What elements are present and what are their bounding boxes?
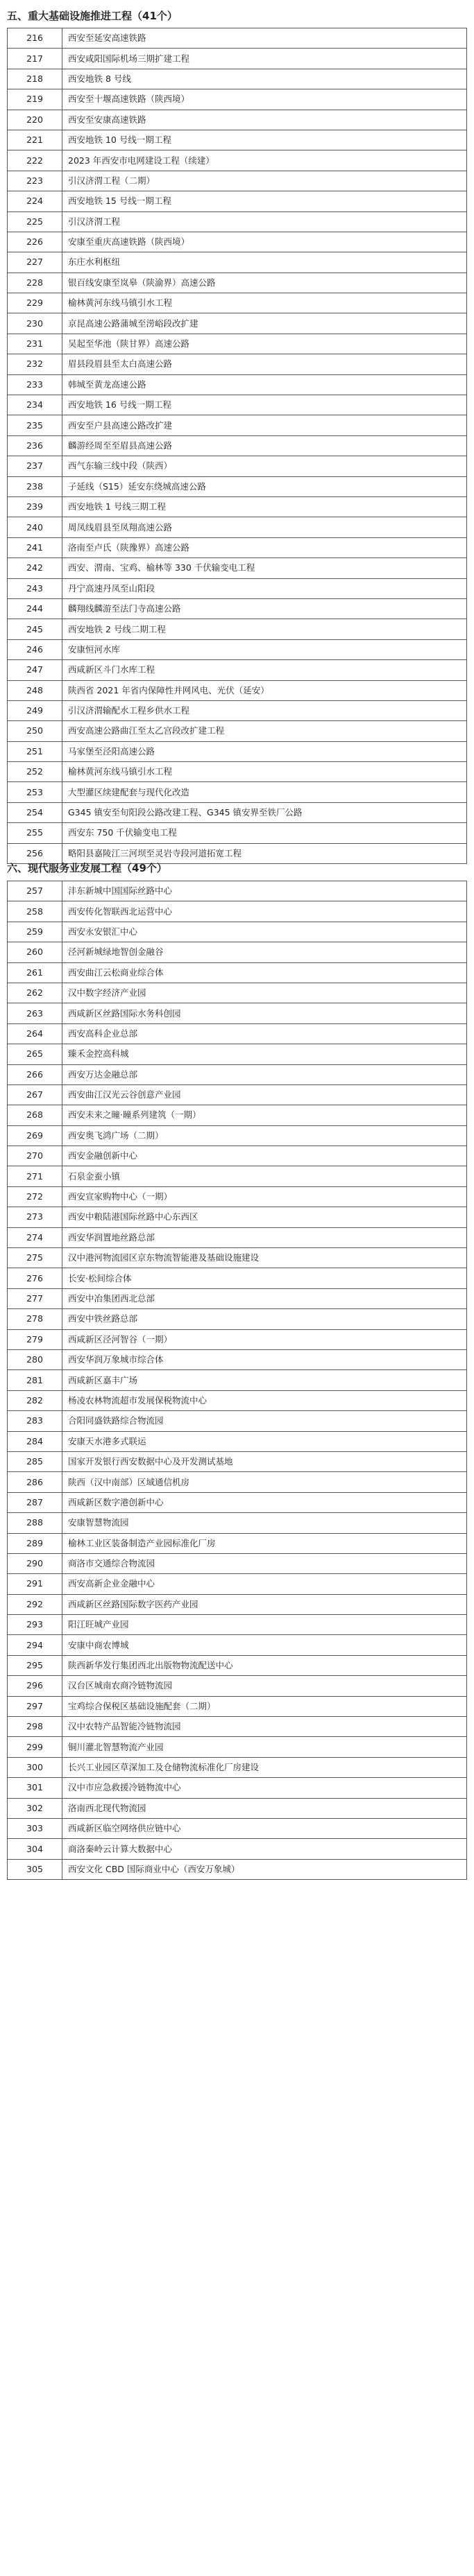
row-number: 271: [8, 1166, 62, 1186]
table-row: [8, 395, 467, 415]
row-number: 248: [8, 680, 62, 700]
table-row: [8, 293, 467, 313]
table-row: [8, 1451, 467, 1471]
row-number: 223: [8, 171, 62, 191]
project-name: 京昆高速公路蒲城至涝峪段改扩建: [62, 313, 467, 334]
row-number: 275: [8, 1248, 62, 1268]
table-row: [8, 1411, 467, 1431]
row-number: 298: [8, 1717, 62, 1737]
row-number: 245: [8, 619, 62, 639]
project-name: 东庄水利枢纽: [62, 252, 467, 273]
table-row: [8, 1125, 467, 1146]
project-name: 西气东输三线中段（陕西）: [62, 456, 467, 476]
table-row: [8, 1737, 467, 1757]
project-name: 西安传化智联西北运营中心: [62, 901, 467, 922]
row-number: 263: [8, 1003, 62, 1023]
table-row: [8, 191, 467, 211]
project-name: 西安永安银汇中心: [62, 922, 467, 942]
row-number: 261: [8, 962, 62, 983]
table-row: [8, 619, 467, 639]
project-name: 西咸新区丝路国际数字医药产业园: [62, 1594, 467, 1614]
table-row: [8, 901, 467, 922]
project-name: 西安地铁 1 号线三期工程: [62, 496, 467, 517]
row-number: 246: [8, 639, 62, 659]
table-row: [8, 1798, 467, 1818]
row-number: 290: [8, 1553, 62, 1573]
table-row: [8, 1513, 467, 1533]
row-number: 233: [8, 374, 62, 395]
row-number: 286: [8, 1472, 62, 1492]
table-row: [8, 1615, 467, 1635]
project-name: 陕西新华发行集团西北出版物物流配送中心: [62, 1655, 467, 1675]
row-number: 292: [8, 1594, 62, 1614]
project-name: 眉县段眉县至太白高速公路: [62, 354, 467, 374]
project-name: 丹宁高速丹凤至山阳段: [62, 578, 467, 598]
row-number: 297: [8, 1696, 62, 1716]
table-row: [8, 1309, 467, 1329]
project-name: 西安中铁丝路总部: [62, 1309, 467, 1329]
table-row: [8, 881, 467, 901]
row-number: 264: [8, 1023, 62, 1044]
row-number: 257: [8, 881, 62, 901]
project-name: 西安高速公路曲江至太乙宫段改扩建工程: [62, 721, 467, 741]
row-number: 220: [8, 110, 62, 130]
project-name: 西安曲江云松商业综合体: [62, 962, 467, 983]
project-name: 洛南至卢氏（陕豫界）高速公路: [62, 537, 467, 557]
project-name: 西安宣家购物中心（一期）: [62, 1186, 467, 1207]
project-name: 国家开发银行西安数据中心及开发测试基地: [62, 1451, 467, 1471]
table-row: [8, 1717, 467, 1737]
row-number: 301: [8, 1778, 62, 1798]
table-row: [8, 1574, 467, 1594]
table-row: [8, 110, 467, 130]
row-number: 242: [8, 558, 62, 578]
row-number: 303: [8, 1818, 62, 1838]
table-row: [8, 823, 467, 843]
table-row: [8, 1655, 467, 1675]
project-name: 子延线（S15）延安东绕城高速公路: [62, 476, 467, 496]
table-row: [8, 1146, 467, 1166]
table-row: [8, 49, 467, 69]
project-name: 宝鸡综合保税区基础设施配套（二期）: [62, 1696, 467, 1716]
row-number: 240: [8, 517, 62, 537]
table-row: [8, 962, 467, 983]
project-name: 西安至户县高速公路改扩建: [62, 415, 467, 435]
table-row: [8, 1818, 467, 1838]
table-row: [8, 1349, 467, 1369]
project-name: 西安咸阳国际机场三期扩建工程: [62, 49, 467, 69]
table-row: [8, 1492, 467, 1512]
table-row: [8, 741, 467, 761]
project-name: 安康智慧物流园: [62, 1513, 467, 1533]
project-name: 洛南西北现代物流园: [62, 1798, 467, 1818]
row-number: 219: [8, 89, 62, 110]
row-number: 277: [8, 1288, 62, 1308]
table-row: [8, 1757, 467, 1777]
table-row: [8, 922, 467, 942]
row-number: 291: [8, 1574, 62, 1594]
row-number: 289: [8, 1533, 62, 1553]
project-name: 西安金融创新中心: [62, 1146, 467, 1166]
row-number: 238: [8, 476, 62, 496]
table-row: [8, 69, 467, 89]
project-name: 周凤线眉县至凤翔高速公路: [62, 517, 467, 537]
row-number: 228: [8, 273, 62, 293]
row-number: 226: [8, 232, 62, 252]
project-name: 长兴工业园区草深加工及仓储物流标准化厂房建设: [62, 1757, 467, 1777]
row-number: 249: [8, 700, 62, 720]
row-number: 278: [8, 1309, 62, 1329]
row-number: 259: [8, 922, 62, 942]
table-row: [8, 1859, 467, 1879]
project-name: 西安地铁 10 号线一期工程: [62, 130, 467, 150]
row-number: 232: [8, 354, 62, 374]
row-number: 256: [8, 843, 62, 863]
row-number: 279: [8, 1329, 62, 1349]
project-name: 西安地铁 8 号线: [62, 69, 467, 89]
project-name: 西安高新企业金融中心: [62, 1574, 467, 1594]
table-row: [8, 1064, 467, 1084]
project-name: 西咸新区丝路国际水务科创园: [62, 1003, 467, 1023]
table-row: [8, 89, 467, 110]
table-row: [8, 1227, 467, 1247]
table-row: [8, 435, 467, 456]
row-number: 284: [8, 1431, 62, 1451]
project-name: 西安地铁 15 号线一期工程: [62, 191, 467, 211]
project-name: 西安中粮陆港国际丝路中心东西区: [62, 1207, 467, 1227]
project-name: 陕西省 2021 年省内保障性并网风电、光伏（延安）: [62, 680, 467, 700]
table-row: [8, 1553, 467, 1573]
table-row: [8, 680, 467, 700]
project-name: 西安、渭南、宝鸡、榆林等 330 千伏输变电工程: [62, 558, 467, 578]
project-name: 西咸新区嘉丰广场: [62, 1370, 467, 1390]
row-number: 216: [8, 28, 62, 49]
row-number: 274: [8, 1227, 62, 1247]
row-number: 244: [8, 598, 62, 619]
row-number: 253: [8, 782, 62, 802]
table-row: [8, 700, 467, 720]
table-row: [8, 354, 467, 374]
project-name: 西安高科企业总部: [62, 1023, 467, 1044]
table-row: [8, 1778, 467, 1798]
table-row: [8, 28, 467, 49]
row-number: 221: [8, 130, 62, 150]
project-name: 安康恒河水库: [62, 639, 467, 659]
table-row: [8, 1288, 467, 1308]
table-row: [8, 578, 467, 598]
table-row: [8, 211, 467, 232]
row-number: 262: [8, 983, 62, 1003]
row-number: 258: [8, 901, 62, 922]
table-row: [8, 1084, 467, 1105]
project-name: 西咸新区斗门水库工程: [62, 660, 467, 680]
table-row: [8, 1472, 467, 1492]
project-name: 吴起至华池（陕甘界）高速公路: [62, 334, 467, 354]
project-name: 安康天水港多式联运: [62, 1431, 467, 1451]
row-number: 265: [8, 1044, 62, 1064]
project-name: 长安·松间综合体: [62, 1268, 467, 1288]
row-number: 295: [8, 1655, 62, 1675]
project-name: 西安中冶集团西北总部: [62, 1288, 467, 1308]
project-name: 西安地铁 2 号线二期工程: [62, 619, 467, 639]
table-row: [8, 1329, 467, 1349]
table-row: [8, 130, 467, 150]
project-name: G345 镇安至旬阳段公路改建工程、G345 镇安界至铁厂公路: [62, 802, 467, 822]
table-row: [8, 1044, 467, 1064]
project-name: 马家堡至泾阳高速公路: [62, 741, 467, 761]
project-name: 西咸新区数字港创新中心: [62, 1492, 467, 1512]
project-name: 略阳县嘉陵江三河坝至灵岩寺段河道拓宽工程: [62, 843, 467, 863]
project-name: 韩城至黄龙高速公路: [62, 374, 467, 395]
row-number: 280: [8, 1349, 62, 1369]
project-name: 泾河新城绿地智创金融谷: [62, 942, 467, 962]
row-number: 266: [8, 1064, 62, 1084]
table-row: [8, 1676, 467, 1696]
row-number: 231: [8, 334, 62, 354]
project-name: 银百线安康至岚皋（陕渝界）高速公路: [62, 273, 467, 293]
row-number: 305: [8, 1859, 62, 1879]
table-row: [8, 456, 467, 476]
project-name: 引汉济渭工程（二期）: [62, 171, 467, 191]
project-name: 西安至安康高速铁路: [62, 110, 467, 130]
table-row: [8, 802, 467, 822]
project-name: 西咸新区泾河智谷（一期）: [62, 1329, 467, 1349]
row-number: 237: [8, 456, 62, 476]
row-number: 229: [8, 293, 62, 313]
table-row: [8, 1839, 467, 1859]
row-number: 269: [8, 1125, 62, 1146]
row-number: 300: [8, 1757, 62, 1777]
table-row: [8, 150, 467, 171]
row-number: 273: [8, 1207, 62, 1227]
project-name: 榆林黄河东线马镇引水工程: [62, 762, 467, 782]
project-name: 汉中市应急救援冷链物流中心: [62, 1778, 467, 1798]
row-number: 260: [8, 942, 62, 962]
row-number: 288: [8, 1513, 62, 1533]
section-title: 五、重大基础设施推进工程（41个）: [7, 10, 178, 22]
project-name: 杨凌农林物流超市发展保税物流中心: [62, 1390, 467, 1410]
project-name: 安康至重庆高速铁路（陕西境）: [62, 232, 467, 252]
project-name: 西咸新区临空网络供应链中心: [62, 1818, 467, 1838]
project-name: 陕西（汉中南部）区域通信机房: [62, 1472, 467, 1492]
table-row: [8, 334, 467, 354]
row-number: 234: [8, 395, 62, 415]
project-name: 西安东 750 千伏输变电工程: [62, 823, 467, 843]
table-row: [8, 171, 467, 191]
table-row: [8, 415, 467, 435]
row-number: 282: [8, 1390, 62, 1410]
table-row: [8, 252, 467, 273]
table-row: [8, 496, 467, 517]
project-name: 阳江旺城产业园: [62, 1615, 467, 1635]
table-row: [8, 1248, 467, 1268]
row-number: 267: [8, 1084, 62, 1105]
row-number: 283: [8, 1411, 62, 1431]
row-number: 250: [8, 721, 62, 741]
row-number: 293: [8, 1615, 62, 1635]
row-number: 218: [8, 69, 62, 89]
table-row: [8, 1166, 467, 1186]
project-name: 引汉济渭输配水工程乡供水工程: [62, 700, 467, 720]
project-name: 西安华润置地丝路总部: [62, 1227, 467, 1247]
project-name: 汉台区城南农商冷链物流园: [62, 1676, 467, 1696]
table-row: [8, 598, 467, 619]
project-name: 西安至延安高速铁路: [62, 28, 467, 49]
project-name: 商洛市交通综合物流园: [62, 1553, 467, 1573]
project-name: 合阳同盛铁路综合物流园: [62, 1411, 467, 1431]
project-name: 铜川灌北智慧物流产业园: [62, 1737, 467, 1757]
row-number: 270: [8, 1146, 62, 1166]
project-name: 西安奥飞鸿广场（二期）: [62, 1125, 467, 1146]
table-row: [8, 313, 467, 334]
row-number: 241: [8, 537, 62, 557]
row-number: 251: [8, 741, 62, 761]
row-number: 272: [8, 1186, 62, 1207]
row-number: 236: [8, 435, 62, 456]
project-name: 西安至十堰高速铁路（陕西境）: [62, 89, 467, 110]
row-number: 224: [8, 191, 62, 211]
row-number: 239: [8, 496, 62, 517]
table-row: [8, 517, 467, 537]
row-number: 227: [8, 252, 62, 273]
row-number: 225: [8, 211, 62, 232]
project-name: 麟翔线麟游至法门寺高速公路: [62, 598, 467, 619]
row-number: 304: [8, 1839, 62, 1859]
row-number: 243: [8, 578, 62, 598]
row-number: 299: [8, 1737, 62, 1757]
project-name: 臻禾金控高科城: [62, 1044, 467, 1064]
table-row: [8, 1105, 467, 1125]
project-name: 汉中农特产品智能冷链物流园: [62, 1717, 467, 1737]
table-row: [8, 762, 467, 782]
project-name: 西安曲江汉光云谷创意产业园: [62, 1084, 467, 1105]
project-name: 汉中数字经济产业园: [62, 983, 467, 1003]
table-row: [8, 1635, 467, 1655]
row-number: 268: [8, 1105, 62, 1125]
project-name: 西安未来之瞳·瞳系列建筑（一期）: [62, 1105, 467, 1125]
row-number: 235: [8, 415, 62, 435]
project-name: 汉中港河物流园区京东物流智能港及基础设施建设: [62, 1248, 467, 1268]
project-name: 石泉金蚕小镇: [62, 1166, 467, 1186]
row-number: 222: [8, 150, 62, 171]
row-number: 296: [8, 1676, 62, 1696]
project-table: [7, 881, 467, 1880]
table-row: [8, 1003, 467, 1023]
project-table: [7, 28, 467, 864]
table-row: [8, 983, 467, 1003]
project-name: 西安万达金融总部: [62, 1064, 467, 1084]
row-number: 294: [8, 1635, 62, 1655]
row-number: 247: [8, 660, 62, 680]
table-row: [8, 1696, 467, 1716]
table-row: [8, 1390, 467, 1410]
project-name: 榆林工业区装备制造产业园标准化厂房: [62, 1533, 467, 1553]
project-name: 商洛秦岭云计算大数据中心: [62, 1839, 467, 1859]
row-number: 285: [8, 1451, 62, 1471]
project-name: 西安文化 CBD 国际商业中心（西安万象城）: [62, 1859, 467, 1879]
table-row: [8, 476, 467, 496]
project-name: 麟游经周至至眉县高速公路: [62, 435, 467, 456]
table-row: [8, 1023, 467, 1044]
project-name: 安康中商农博城: [62, 1635, 467, 1655]
project-name: 沣东新城中国国际丝路中心: [62, 881, 467, 901]
project-name: 引汉济渭工程: [62, 211, 467, 232]
project-name: 榆林黄河东线马镇引水工程: [62, 293, 467, 313]
section-title: 六、现代服务业发展工程（49个）: [7, 862, 167, 874]
table-row: [8, 558, 467, 578]
project-name: 西安华润万象城市综合体: [62, 1349, 467, 1369]
table-row: [8, 1186, 467, 1207]
project-name: 2023 年西安市电网建设工程（续建）: [62, 150, 467, 171]
table-row: [8, 273, 467, 293]
table-row: [8, 1594, 467, 1614]
row-number: 230: [8, 313, 62, 334]
row-number: 276: [8, 1268, 62, 1288]
row-number: 217: [8, 49, 62, 69]
project-name: 大型灌区续建配套与现代化改造: [62, 782, 467, 802]
table-row: [8, 232, 467, 252]
table-row: [8, 942, 467, 962]
row-number: 254: [8, 802, 62, 822]
table-row: [8, 537, 467, 557]
project-name: 西安地铁 16 号线一期工程: [62, 395, 467, 415]
row-number: 302: [8, 1798, 62, 1818]
row-number: 252: [8, 762, 62, 782]
table-row: [8, 639, 467, 659]
table-row: [8, 374, 467, 395]
table-row: [8, 721, 467, 741]
table-row: [8, 1431, 467, 1451]
row-number: 255: [8, 823, 62, 843]
table-row: [8, 660, 467, 680]
table-row: [8, 1268, 467, 1288]
table-row: [8, 1533, 467, 1553]
row-number: 281: [8, 1370, 62, 1390]
table-row: [8, 782, 467, 802]
row-number: 287: [8, 1492, 62, 1512]
table-row: [8, 1207, 467, 1227]
table-row: [8, 1370, 467, 1390]
